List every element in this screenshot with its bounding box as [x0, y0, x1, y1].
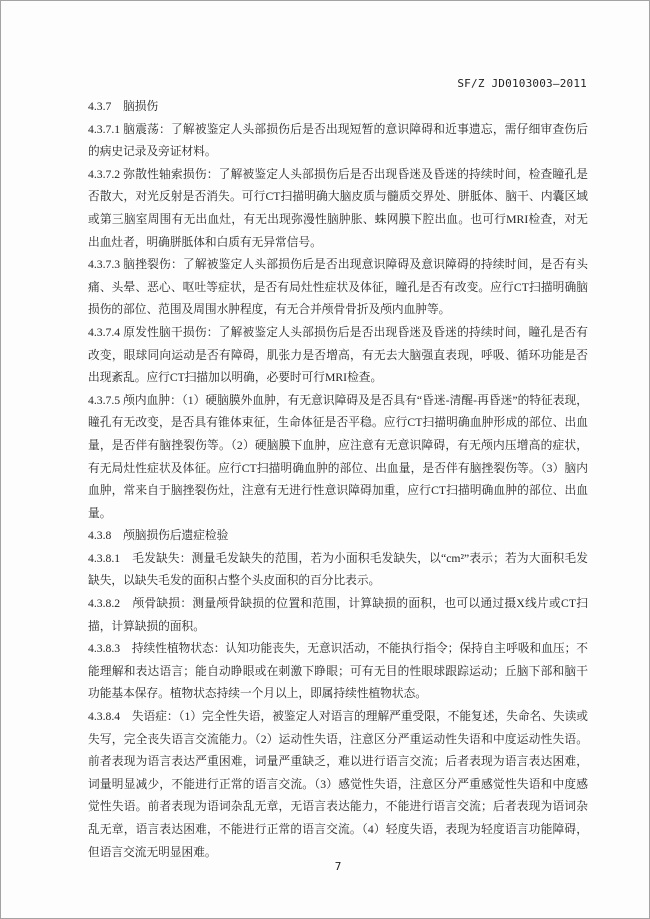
paragraph: 4.3.8.3 持续性植物状态：认知功能丧失，无意识活动，不能执行指令；保持自主呼吸和血压；不能理解和表达语言；能自动睁眼或在刺激下睁眼；可有无目的性眼球跟踪运动；丘脑下部和脑干功能基本保存。植物状态持续一个月以上，即属持续性植物状态。	[88, 642, 588, 701]
paragraph: 4.3.8.4 失语症：（1）完全性失语，被鉴定人对语言的理解严重受限，不能复述，失命名、失读或失写，完全丧失语言交流能力。（2）运动性失语，注意区分严重运动性失语和中度运动性失语。前者表现为语言表达严重困难，词量严重缺乏，难以进行语言交流；后者表现为语言表达困难，词量明显减少，不能进行正常的语言交流。（3）感觉性失语，注意区分严重感觉性失语和中度感觉性失语。前者表现为语词杂乱无章，无语言表达能力，不能进行语言交流；后者表现为语词杂乱无章，语言表达困难，不能进行正常的语言交流。（4）轻度失语，表现为轻度语言功能障碍，但语言交流无明显困难。	[88, 710, 588, 859]
paragraph: 4.3.7.4 原发性脑干损伤：了解被鉴定人头部损伤后是否出现昏迷及昏迷的持续时间，瞳孔是否有改变，眼球同向运动是否有障碍，肌张力是否增高，有无去大脑强直表现，呼吸、循环功能是否出现紊乱。应行CT扫描加以明确，必要时可行MRI检查。	[88, 325, 588, 385]
page-number: 7	[334, 860, 342, 873]
paragraph: 4.3.7.1 脑震荡：了解被鉴定人头部损伤后是否出现短暂的意识障碍和近事遗忘，需仔细审查伤后的病史记录及旁证材料。	[88, 122, 588, 159]
section-heading: 4.3.8 颅脑损伤后遗症检验	[88, 529, 229, 543]
paragraph: 4.3.7.5 颅内血肿：（1）硬脑膜外血肿，有无意识障碍及是否具有“昏迷-清醒-再昏迷”的特征表现，瞳孔有无改变，是否具有锥体束征，生命体征是否平稳。应行CT扫描明确血肿形成的部位、出血量，是否伴有脑挫裂伤等。（2）硬脑膜下血肿，应注意有无意识障碍，有无颅内压增高的症状，有无局灶性症状及体征。应行CT扫描明确血肿的部位、出血量，是否伴有脑挫裂伤等。（3）脑内血肿，常来自于脑挫裂伤灶，注意有无进行性意识障碍加重，应行CT扫描明确血肿的部位、出血量。	[88, 393, 588, 520]
paragraph: 4.3.8.2 颅骨缺损：测量颅骨缺损的位置和范围，计算缺损的面积，也可以通过摄X线片或CT扫描，计算缺损的面积。	[88, 597, 588, 633]
section-heading: 4.3.7 脑损伤	[88, 100, 159, 113]
standard-code: SF/Z JD0103003—2011	[457, 77, 587, 90]
paragraph: 4.3.7.3 脑挫裂伤：了解被鉴定人头部损伤后是否出现意识障碍及意识障碍的持续时间，是否有头痛、头晕、恶心、呕吐等症状，是否有局灶性症状及体征，瞳孔是否有改变。应行CT扫描明确脑损伤的部位、范围及周围水肿程度，有无合并颅骨骨折及颅内血肿等。	[88, 258, 588, 317]
document-body	[88, 96, 588, 864]
paragraph: 4.3.7.2 弥散性轴索损伤：了解被鉴定人头部损伤后是否出现昏迷及昏迷的持续时间，检查瞳孔是否散大，对光反射是否消失。可行CT扫描明确大脑皮质与髓质交界处、胼胝体、脑干、内囊区域或第三脑室周围有无出血灶，有无出现弥漫性脑肿胀、蛛网膜下腔出血。也可行MRI检查，对无出血灶者，明确胼胝体和白质有无异常信号。	[88, 167, 588, 249]
paragraph: 4.3.8.1 毛发缺失：测量毛发缺失的范围，若为小面积毛发缺失，以“cm²”表示；若为大面积毛发缺失，以缺失毛发的面积占整个头皮面积的百分比表示。	[88, 551, 588, 588]
